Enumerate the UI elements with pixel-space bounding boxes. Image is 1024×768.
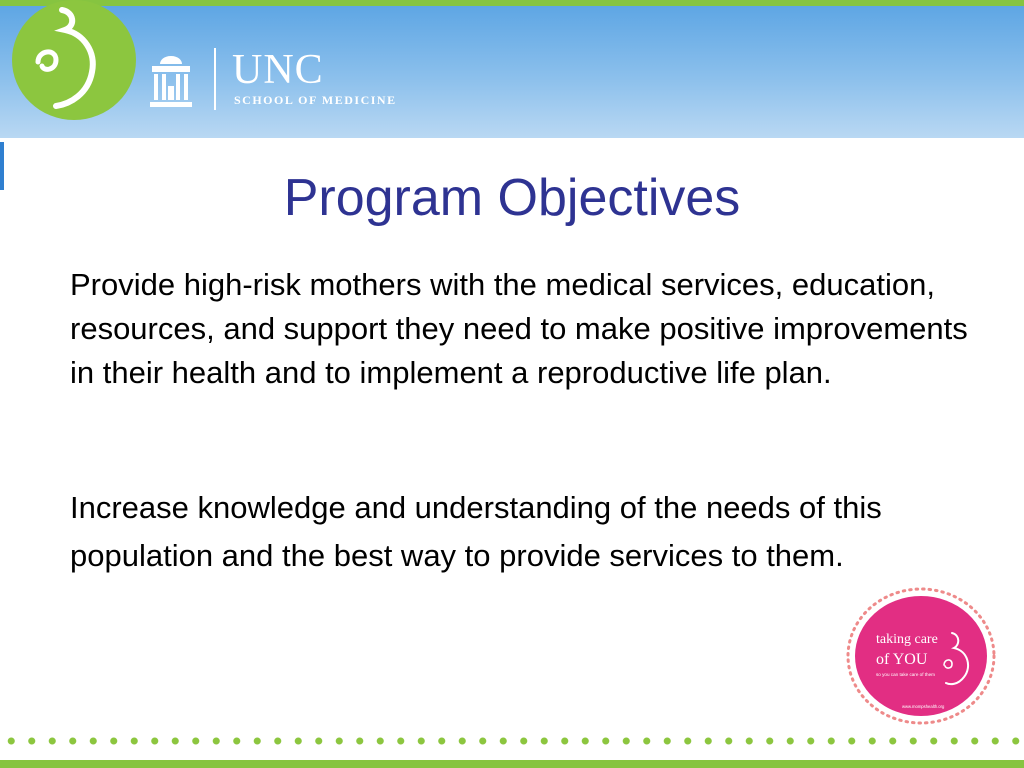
badge-line1: taking care <box>876 632 938 647</box>
slide-title: Program Objectives <box>283 169 741 227</box>
bottom-green-line <box>0 760 1024 768</box>
old-well-icon <box>148 54 194 108</box>
objective-paragraph-1: Provide high-risk mothers with the medical services, education, resources, and support they need to make positive improvements in their health and to implement a reproductive life plan. <box>70 267 968 390</box>
taking-care-of-you-badge <box>846 587 996 725</box>
badge-tagline: so you can take care of them <box>876 672 935 677</box>
unc-wordmark: UNC <box>232 47 324 93</box>
school-of-medicine-label: SCHOOL OF MEDICINE <box>234 93 397 107</box>
unc-school-of-medicine-logo <box>148 44 438 114</box>
badge-line2: of YOU <box>876 651 928 668</box>
logo-divider <box>214 48 216 110</box>
objective-paragraph-2: Increase knowledge and understanding of the needs of this population and the best way to provide services to them. <box>70 490 882 573</box>
bottom-dotted-border <box>0 734 1024 748</box>
mother-baby-icon <box>12 0 136 120</box>
green-mother-logo <box>12 0 136 120</box>
badge-url: www.mompshealth.org <box>902 704 945 709</box>
